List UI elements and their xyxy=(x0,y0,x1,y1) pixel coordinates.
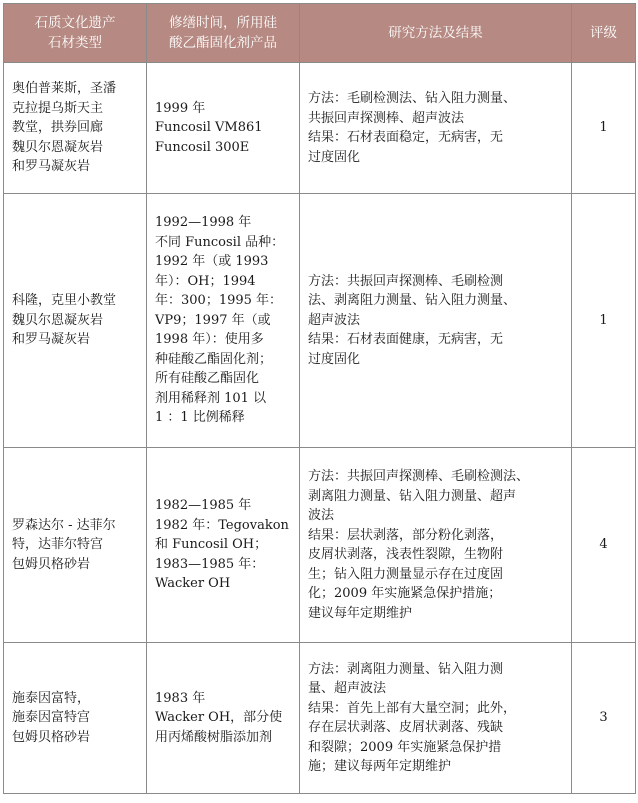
time-product-cell: 1999 年 Funcosil VM861 Funcosil 300E xyxy=(147,63,300,194)
rating-cell: 1 xyxy=(572,194,636,448)
site-cell: 施泰因富特， 施泰因富特宫 包姆贝格砂岩 xyxy=(4,643,147,794)
method-result-cell: 方法：剥离阻力测量、钻入阻力测 量、超声波法 结果：首先上部有大量空洞；此外， 存在层状剥落、皮屑状剥落、残缺 和裂隙；2009 年实施紧急保护措 施；建议每两年定期维护 xyxy=(300,643,572,794)
table-row xyxy=(4,194,636,448)
site-cell: 科隆，克里小教堂 魏贝尔恩凝灰岩 和罗马凝灰岩 xyxy=(4,194,147,448)
rating-cell: 4 xyxy=(572,448,636,643)
method-result-cell: 方法：共振回声探测棒、毛刷检测 法、剥离阻力测量、钻入阻力测量、 超声波法 结果：石材表面健康，无病害，无 过度固化 xyxy=(300,194,572,448)
header-heritage-stone: 石质文化遗产 石材类型 xyxy=(4,4,147,63)
table-row xyxy=(4,448,636,643)
method-result-cell: 方法：毛刷检测法、钻入阻力测量、 共振回声探测棒、超声波法 结果：石材表面稳定，无病害，无 过度固化 xyxy=(300,63,572,194)
table-row xyxy=(4,643,636,794)
time-product-cell: 1992—1998 年 不同 Funcosil 品种： 1992 年（或 1993 年）：OH；1994 年：300；1995 年： VP9；1997 年（或 1998 年）：使用多 种硅酸乙酯固化剂； 所有硅酸乙酯固化 剂用稀释剂 101 以 1 ：1 比例稀释 xyxy=(147,194,300,448)
method-result-cell: 方法：共振回声探测棒、毛刷检测法、 剥离阻力测量、钻入阻力测量、超声 波法 结果：层状剥落，部分粉化剥落， 皮屑状剥落，浅表性裂隙，生物附 生；钻入阻力测量显示存在过度固 化；2009 年实施紧急保护措施； 建议每年定期维护 xyxy=(300,448,572,643)
time-product-cell: 1982—1985 年 1982 年：Tegovakon 和 Funcosil OH； 1983—1985 年： Wacker OH xyxy=(147,448,300,643)
header-methods-results: 研究方法及结果 xyxy=(300,4,572,63)
site-cell: 罗森达尔 - 达菲尔 特，达菲尔特宫 包姆贝格砂岩 xyxy=(4,448,147,643)
header-rating: 评级 xyxy=(572,4,636,63)
header-restoration-time: 修缮时间，所用硅 酸乙酯固化剂产品 xyxy=(147,4,300,63)
header-row xyxy=(4,4,636,63)
restoration-table xyxy=(3,3,636,794)
time-product-cell: 1983 年 Wacker OH，部分使 用丙烯酸树脂添加剂 xyxy=(147,643,300,794)
rating-cell: 3 xyxy=(572,643,636,794)
site-cell: 奥伯普莱斯，圣潘 克拉提乌斯天主 教堂，拱券回廊 魏贝尔恩凝灰岩 和罗马凝灰岩 xyxy=(4,63,147,194)
table-row xyxy=(4,63,636,194)
rating-cell: 1 xyxy=(572,63,636,194)
